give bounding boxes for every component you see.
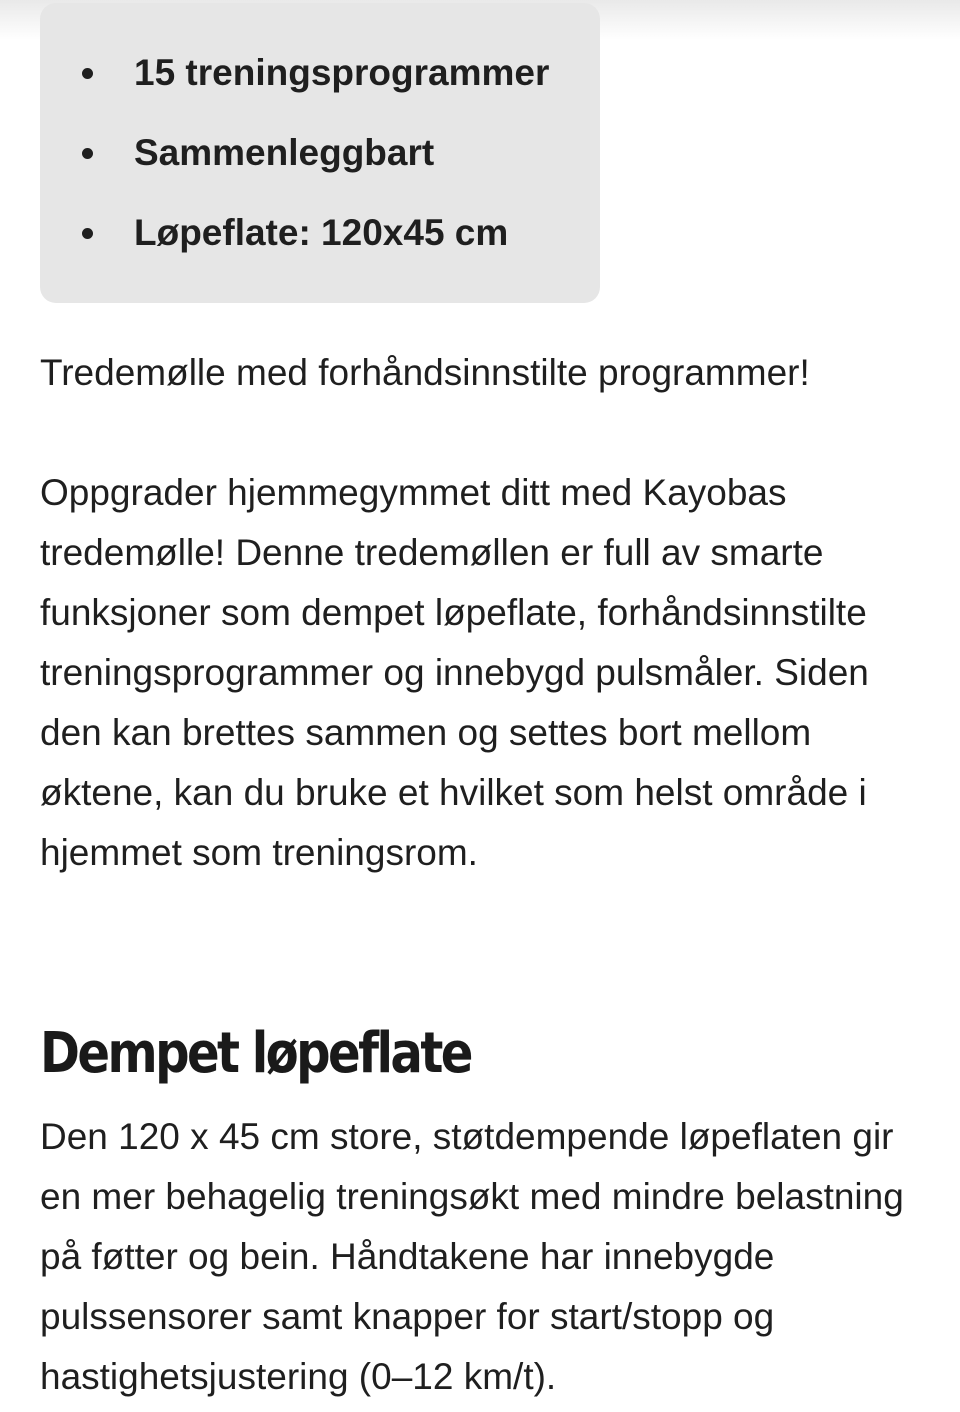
- bullet-icon: [82, 228, 93, 239]
- bullet-icon: [82, 68, 93, 79]
- feature-text: 15 treningsprogrammer: [134, 52, 550, 93]
- bullet-icon: [82, 148, 93, 159]
- features-box: [40, 3, 600, 303]
- section-body-text: Den 120 x 45 cm store, støtdempende løpeflaten gir en mer behagelig treningsøkt med mindre belastning på føtter og bein. Håndtakene har innebygde pulssensorer samt knapper for start/stopp og hastighetsjustering (0–12 km/t).: [40, 1116, 904, 1397]
- description-text: Oppgrader hjemmegymmet ditt med Kayobas tredemølle! Denne tredemøllen er full av smarte funksjoner som dempet løpeflate, forhåndsinnstilte treningsprogrammer og innebygd pulsmåler. Siden den kan brettes sammen og settes bort mellom øktene, kan du bruke et hvilket som helst område i hjemmet som treningsrom.: [40, 472, 869, 873]
- intro-text: Tredemølle med forhåndsinnstilte programmer!: [40, 352, 810, 393]
- feature-text: Løpeflate: 120x45 cm: [134, 212, 509, 253]
- section-heading: Dempet løpeflate: [40, 1021, 471, 1086]
- feature-text: Sammenleggbart: [134, 132, 435, 173]
